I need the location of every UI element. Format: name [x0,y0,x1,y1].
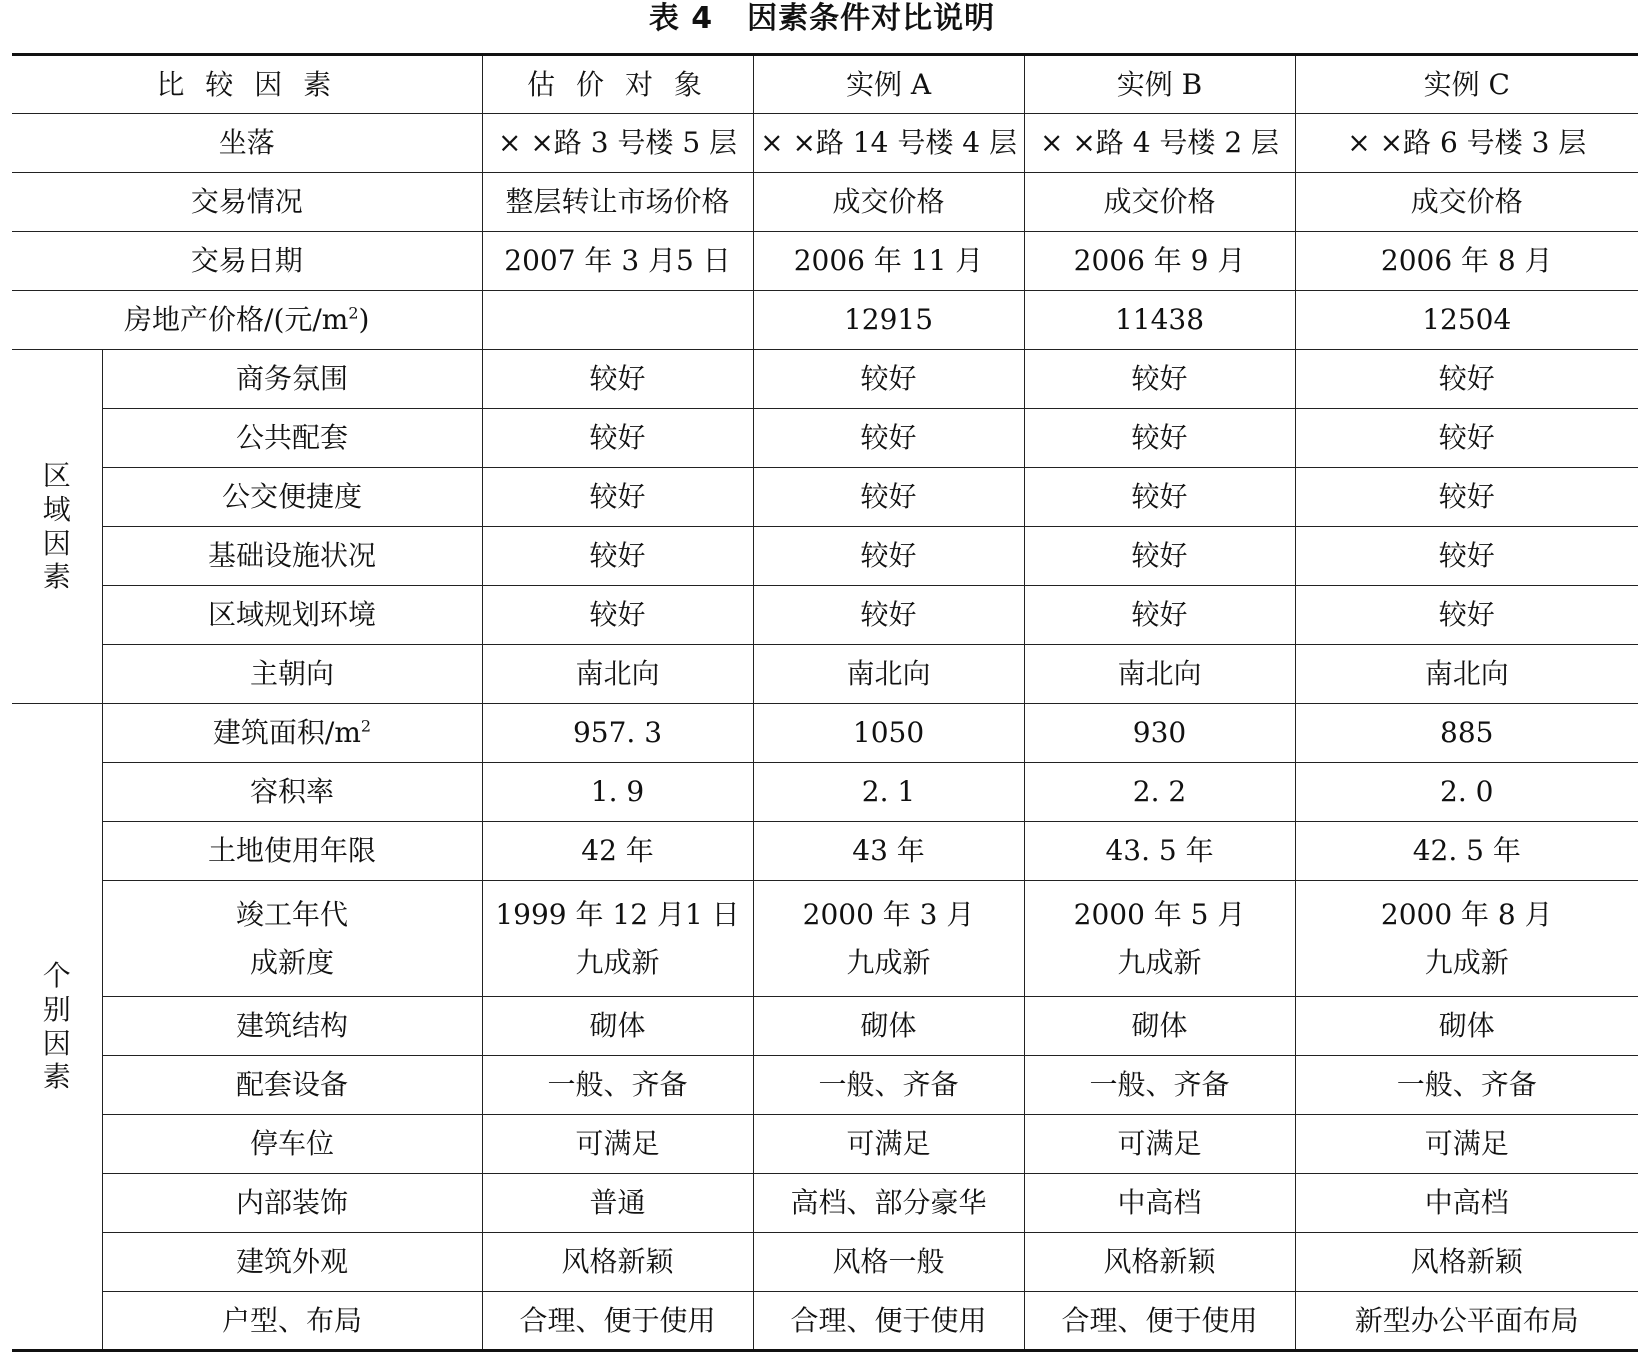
cell-value: 12504 [1295,291,1638,350]
cell-value: 2000 年 8 月 [1380,897,1553,931]
row-label: 主朝向 [102,645,482,704]
cell-value-double [1024,881,1295,997]
cell-value: 930 [1024,704,1295,763]
cell-value: 较好 [1024,527,1295,586]
cell-value: 砌体 [753,997,1024,1056]
cell-value: 一般、齐备 [753,1056,1024,1115]
cell-value: 砌体 [1024,997,1295,1056]
row-label: 配套设备 [102,1056,482,1115]
regional-group-label [12,350,102,704]
cell-value: × ×路 14 号楼 4 层 [753,114,1024,173]
row-label: 商务氛围 [102,350,482,409]
cell-value: 可满足 [1024,1115,1295,1174]
table-row [12,586,1638,645]
group-char: 区 [42,459,71,493]
table-row [12,1115,1638,1174]
cell-value: 一般、齐备 [1024,1056,1295,1115]
cell-value: 较好 [1024,350,1295,409]
group-char: 别 [42,992,71,1026]
cell-value [482,291,753,350]
cell-value: 11438 [1024,291,1295,350]
group-char: 域 [42,492,71,526]
cell-value: 可满足 [482,1115,753,1174]
header-subject: 估 价 对 象 [482,55,753,114]
cell-value: 较好 [1295,586,1638,645]
table-row [12,409,1638,468]
row-label: 建筑面积/m [212,716,361,750]
cell-value: 九成新 [1424,945,1509,979]
table-title [0,0,1644,42]
header-case-c: 实例 C [1295,55,1638,114]
table-row [12,114,1638,173]
cell-value: 风格新颖 [1024,1233,1295,1292]
cell-value-double [482,881,753,997]
cell-value: 较好 [482,527,753,586]
header-case-a: 实例 A [753,55,1024,114]
header-factor: 比 较 因 素 [12,55,482,114]
comparison-table [12,53,1638,1352]
cell-value: 2006 年 8 月 [1295,232,1638,291]
cell-value: 较好 [753,468,1024,527]
row-label: 坐落 [12,114,482,173]
cell-value: 43 年 [753,822,1024,881]
cell-value: 1. 9 [482,763,753,822]
table-number: 表 4 [648,1,714,36]
table-row [12,468,1638,527]
cell-value: 较好 [753,527,1024,586]
cell-value: 砌体 [1295,997,1638,1056]
cell-value: 一般、齐备 [1295,1056,1638,1115]
table-row [12,232,1638,291]
table-row [12,1233,1638,1292]
cell-value: × ×路 6 号楼 3 层 [1295,114,1638,173]
cell-value: 九成新 [846,945,931,979]
cell-value: 2006 年 9 月 [1024,232,1295,291]
cell-value: 高档、部分豪华 [753,1174,1024,1233]
cell-value: 2000 年 3 月 [802,897,975,931]
cell-value: 风格新颖 [482,1233,753,1292]
row-label: 土地使用年限 [102,822,482,881]
cell-value: 42. 5 年 [1295,822,1638,881]
row-label-price [12,291,482,350]
cell-value: 风格新颖 [1295,1233,1638,1292]
cell-value: 合理、便于使用 [482,1292,753,1351]
cell-value: 较好 [753,586,1024,645]
table-row [12,997,1638,1056]
table-row [12,527,1638,586]
row-label: 成新度 [250,945,335,979]
row-label: 建筑外观 [102,1233,482,1292]
table-row [12,704,1638,763]
cell-value: 合理、便于使用 [1024,1292,1295,1351]
group-char: 素 [42,1060,71,1094]
cell-value: 整层转让市场价格 [482,173,753,232]
cell-value-double [753,881,1024,997]
cell-value: 可满足 [1295,1115,1638,1174]
row-label: 建筑结构 [102,997,482,1056]
cell-value: 风格一般 [753,1233,1024,1292]
cell-value: 合理、便于使用 [753,1292,1024,1351]
row-label: 内部装饰 [102,1174,482,1233]
cell-value: 中高档 [1024,1174,1295,1233]
cell-value: 较好 [482,350,753,409]
row-label: 停车位 [102,1115,482,1174]
cell-value: 一般、齐备 [482,1056,753,1115]
group-char: 因 [42,526,71,560]
cell-value: 较好 [1024,586,1295,645]
cell-value: 1050 [753,704,1024,763]
cell-value: 43. 5 年 [1024,822,1295,881]
row-label: 区域规划环境 [102,586,482,645]
table-row [12,291,1638,350]
cell-value: 2. 0 [1295,763,1638,822]
group-char: 因 [42,1026,71,1060]
cell-value: 2006 年 11 月 [753,232,1024,291]
table-row [12,1056,1638,1115]
cell-value: 42 年 [482,822,753,881]
cell-value: 较好 [1024,409,1295,468]
cell-value: 较好 [1295,350,1638,409]
row-label: 交易情况 [12,173,482,232]
table-row [12,822,1638,881]
group-char: 素 [42,560,71,594]
table-row [12,173,1638,232]
cell-value: 可满足 [753,1115,1024,1174]
table-row [12,763,1638,822]
table-row [12,1174,1638,1233]
cell-value: 较好 [1295,527,1638,586]
header-case-b: 实例 B [1024,55,1295,114]
cell-value: 成交价格 [1024,173,1295,232]
cell-value: 2. 2 [1024,763,1295,822]
table-row [12,881,1638,997]
group-char: 个 [42,959,71,993]
cell-value: 2007 年 3 月5 日 [482,232,753,291]
cell-value: 957. 3 [482,704,753,763]
cell-value: 九成新 [1117,945,1202,979]
row-label: 容积率 [102,763,482,822]
cell-value: 较好 [482,409,753,468]
cell-value: 成交价格 [753,173,1024,232]
cell-value: 普通 [482,1174,753,1233]
individual-group-label [12,704,102,1351]
cell-value: 较好 [1295,468,1638,527]
cell-value: 较好 [482,586,753,645]
row-label: 交易日期 [12,232,482,291]
row-label: 公共配套 [102,409,482,468]
row-label-tail: ) [358,303,370,337]
superscript: 2 [348,303,359,323]
cell-value: 885 [1295,704,1638,763]
cell-value: 较好 [1024,468,1295,527]
row-label-area [102,704,482,763]
cell-value: 1999 年 12 月1 日 [495,897,740,931]
cell-value: 南北向 [753,645,1024,704]
row-label: 房地产价格/(元/m [124,303,349,337]
cell-value: 南北向 [482,645,753,704]
superscript: 2 [360,716,372,736]
row-label: 竣工年代 [236,897,349,931]
header-row [12,55,1638,114]
cell-value: 较好 [482,468,753,527]
table-row [12,1292,1638,1351]
cell-value: 南北向 [1024,645,1295,704]
cell-value: 砌体 [482,997,753,1056]
row-label: 基础设施状况 [102,527,482,586]
cell-value: 南北向 [1295,645,1638,704]
cell-value: 较好 [753,350,1024,409]
cell-value: 较好 [1295,409,1638,468]
cell-value: 2000 年 5 月 [1073,897,1246,931]
table-row [12,350,1638,409]
cell-value: 较好 [753,409,1024,468]
cell-value: 新型办公平面布局 [1295,1292,1638,1351]
cell-value: × ×路 4 号楼 2 层 [1024,114,1295,173]
cell-value: 成交价格 [1295,173,1638,232]
cell-value: 12915 [753,291,1024,350]
table-caption: 因素条件对比说明 [747,1,996,36]
cell-value: 中高档 [1295,1174,1638,1233]
row-label: 公交便捷度 [102,468,482,527]
cell-value: 2. 1 [753,763,1024,822]
cell-value: 九成新 [575,945,660,979]
table-row [12,645,1638,704]
row-label: 户型、布局 [102,1292,482,1351]
row-label-double [102,881,482,997]
cell-value-double [1295,881,1638,997]
cell-value: × ×路 3 号楼 5 层 [482,114,753,173]
